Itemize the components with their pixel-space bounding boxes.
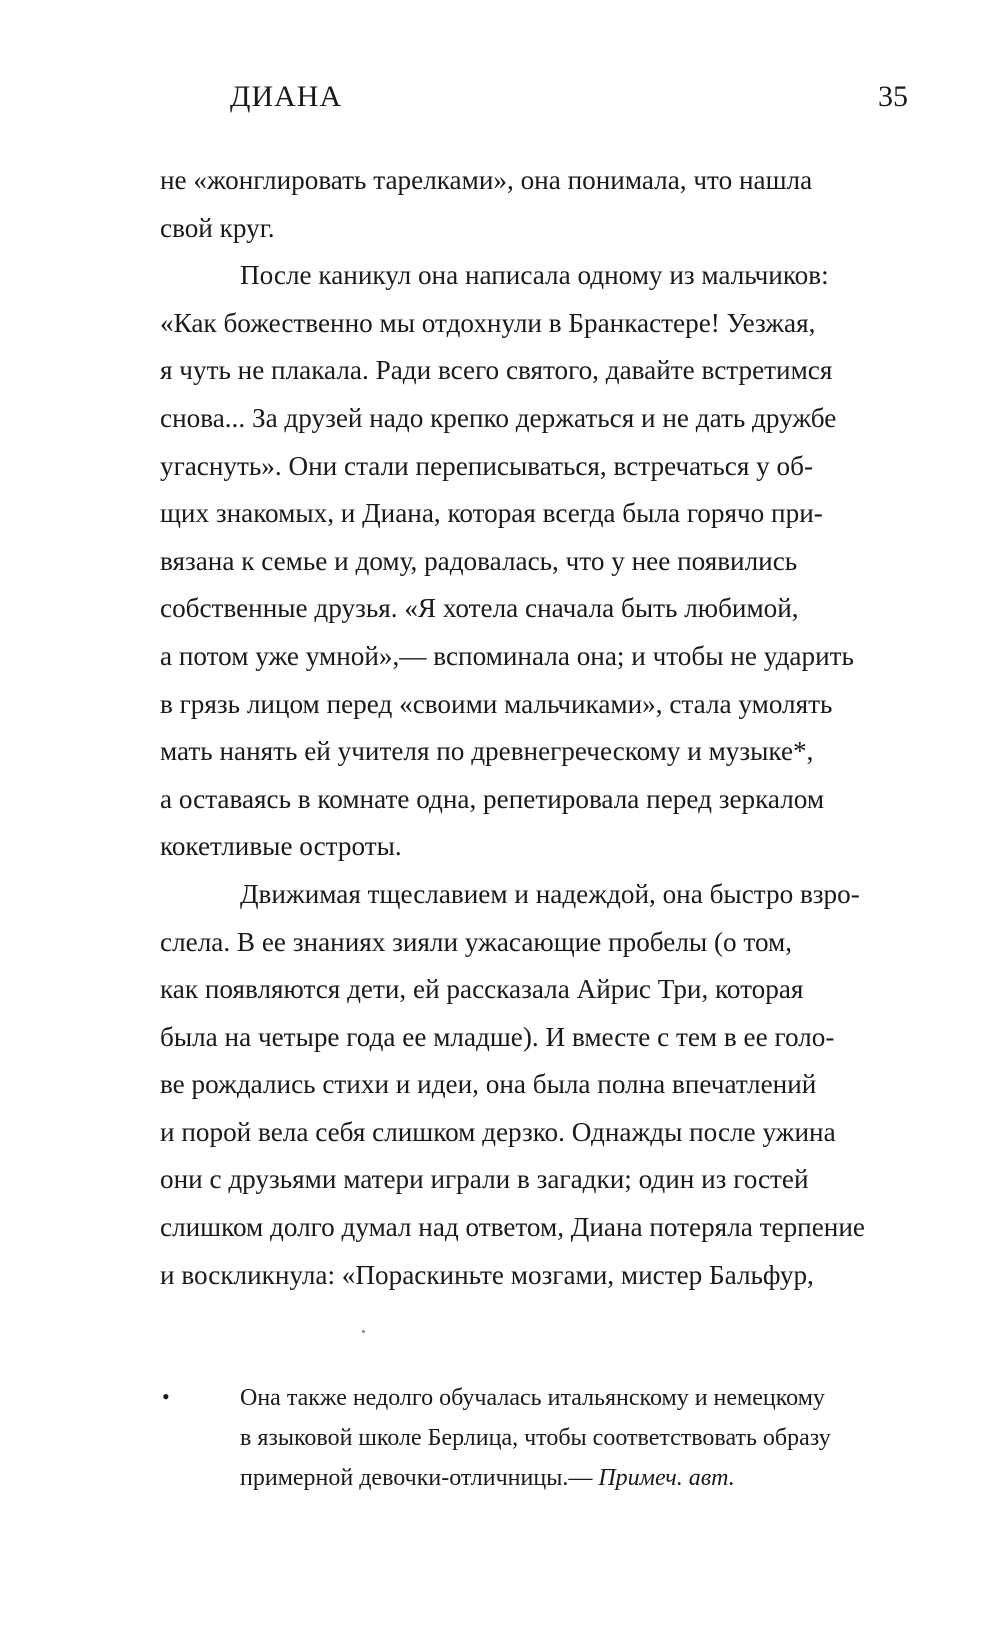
footnote-line: Она также недолго обучалась итальянскому и немецкому <box>240 1385 825 1411</box>
text-line: я чуть не плакала. Ради всего святого, давайте встретимся <box>160 355 833 386</box>
text-line: снова... За друзей надо крепко держаться и не дать дружбе <box>160 402 837 433</box>
text-line: и воскликнула: «Пораскиньте мозгами, мистер Бальфур, <box>160 1259 814 1290</box>
footnote <box>240 1378 920 1498</box>
text-line: «Как божественно мы отдохнули в Бранкастере! Уезжая, <box>160 307 816 338</box>
text-line: ве рождались стихи и идеи, она была полна впечатлений <box>160 1069 817 1100</box>
text-line: не «жонглировать тарелками», она понимала, что нашла <box>160 165 813 195</box>
footnote-line <box>240 1458 920 1498</box>
text-line: собственные друзья. «Я хотела сначала быть любимой, <box>160 593 799 624</box>
text-line: вязана к семье и дому, радовалась, что у нее появились <box>160 545 798 576</box>
body-text <box>160 157 920 1299</box>
footnote-marker: • <box>162 1384 170 1409</box>
text-line: была на четыре года ее младше). И вместе с тем в ее голо- <box>160 1021 835 1052</box>
text-line: мать нанять ей учителя по древнегреческому и музыке*, <box>160 736 814 767</box>
text-line: свой круг. <box>160 212 275 243</box>
text-line: слишком долго думал над ответом, Диана потеряла терпение <box>160 1212 865 1243</box>
text-line: кокетливые остроты. <box>160 831 402 862</box>
text-line: они с друзьями матери играли в загадки; один из гостей <box>160 1164 809 1195</box>
footnote-line: в языковой школе Берлица, чтобы соответствовать образу <box>240 1425 831 1451</box>
text-line: в грязь лицом перед «своими мальчиками», стала умолять <box>160 688 833 719</box>
running-head <box>160 80 908 130</box>
text-line: угаснуть». Они стали переписываться, встречаться у об- <box>160 450 814 481</box>
page-number: 35 <box>878 80 908 113</box>
text-line: Движимая тщеславием и надеждой, она быстро взро- <box>240 878 860 909</box>
text-line: слела. В ее знаниях зияли ужасающие пробелы (о том, <box>160 926 793 957</box>
footnote-attribution: Примеч. авт. <box>598 1465 735 1491</box>
text-line: как появляются дети, ей рассказала Айрис Три, которая <box>160 974 804 1005</box>
footnote-line-text: примерной девочки-отличницы.— <box>240 1465 599 1491</box>
text-line: а оставаясь в комнате одна, репетировала перед зеркалом <box>160 783 825 814</box>
text-line: а потом уже умной»,— вспоминала она; и чтобы не ударить <box>160 640 854 671</box>
chapter-title: ДИАНА <box>230 80 343 113</box>
print-speck <box>362 1330 365 1333</box>
text-line: щих знакомых, и Диана, которая всегда была горячо при- <box>160 498 823 529</box>
text-line: После каникул она написала одному из мальчиков: <box>240 260 829 291</box>
text-line: и порой вела себя слишком дерзко. Однажды после ужина <box>160 1116 836 1147</box>
